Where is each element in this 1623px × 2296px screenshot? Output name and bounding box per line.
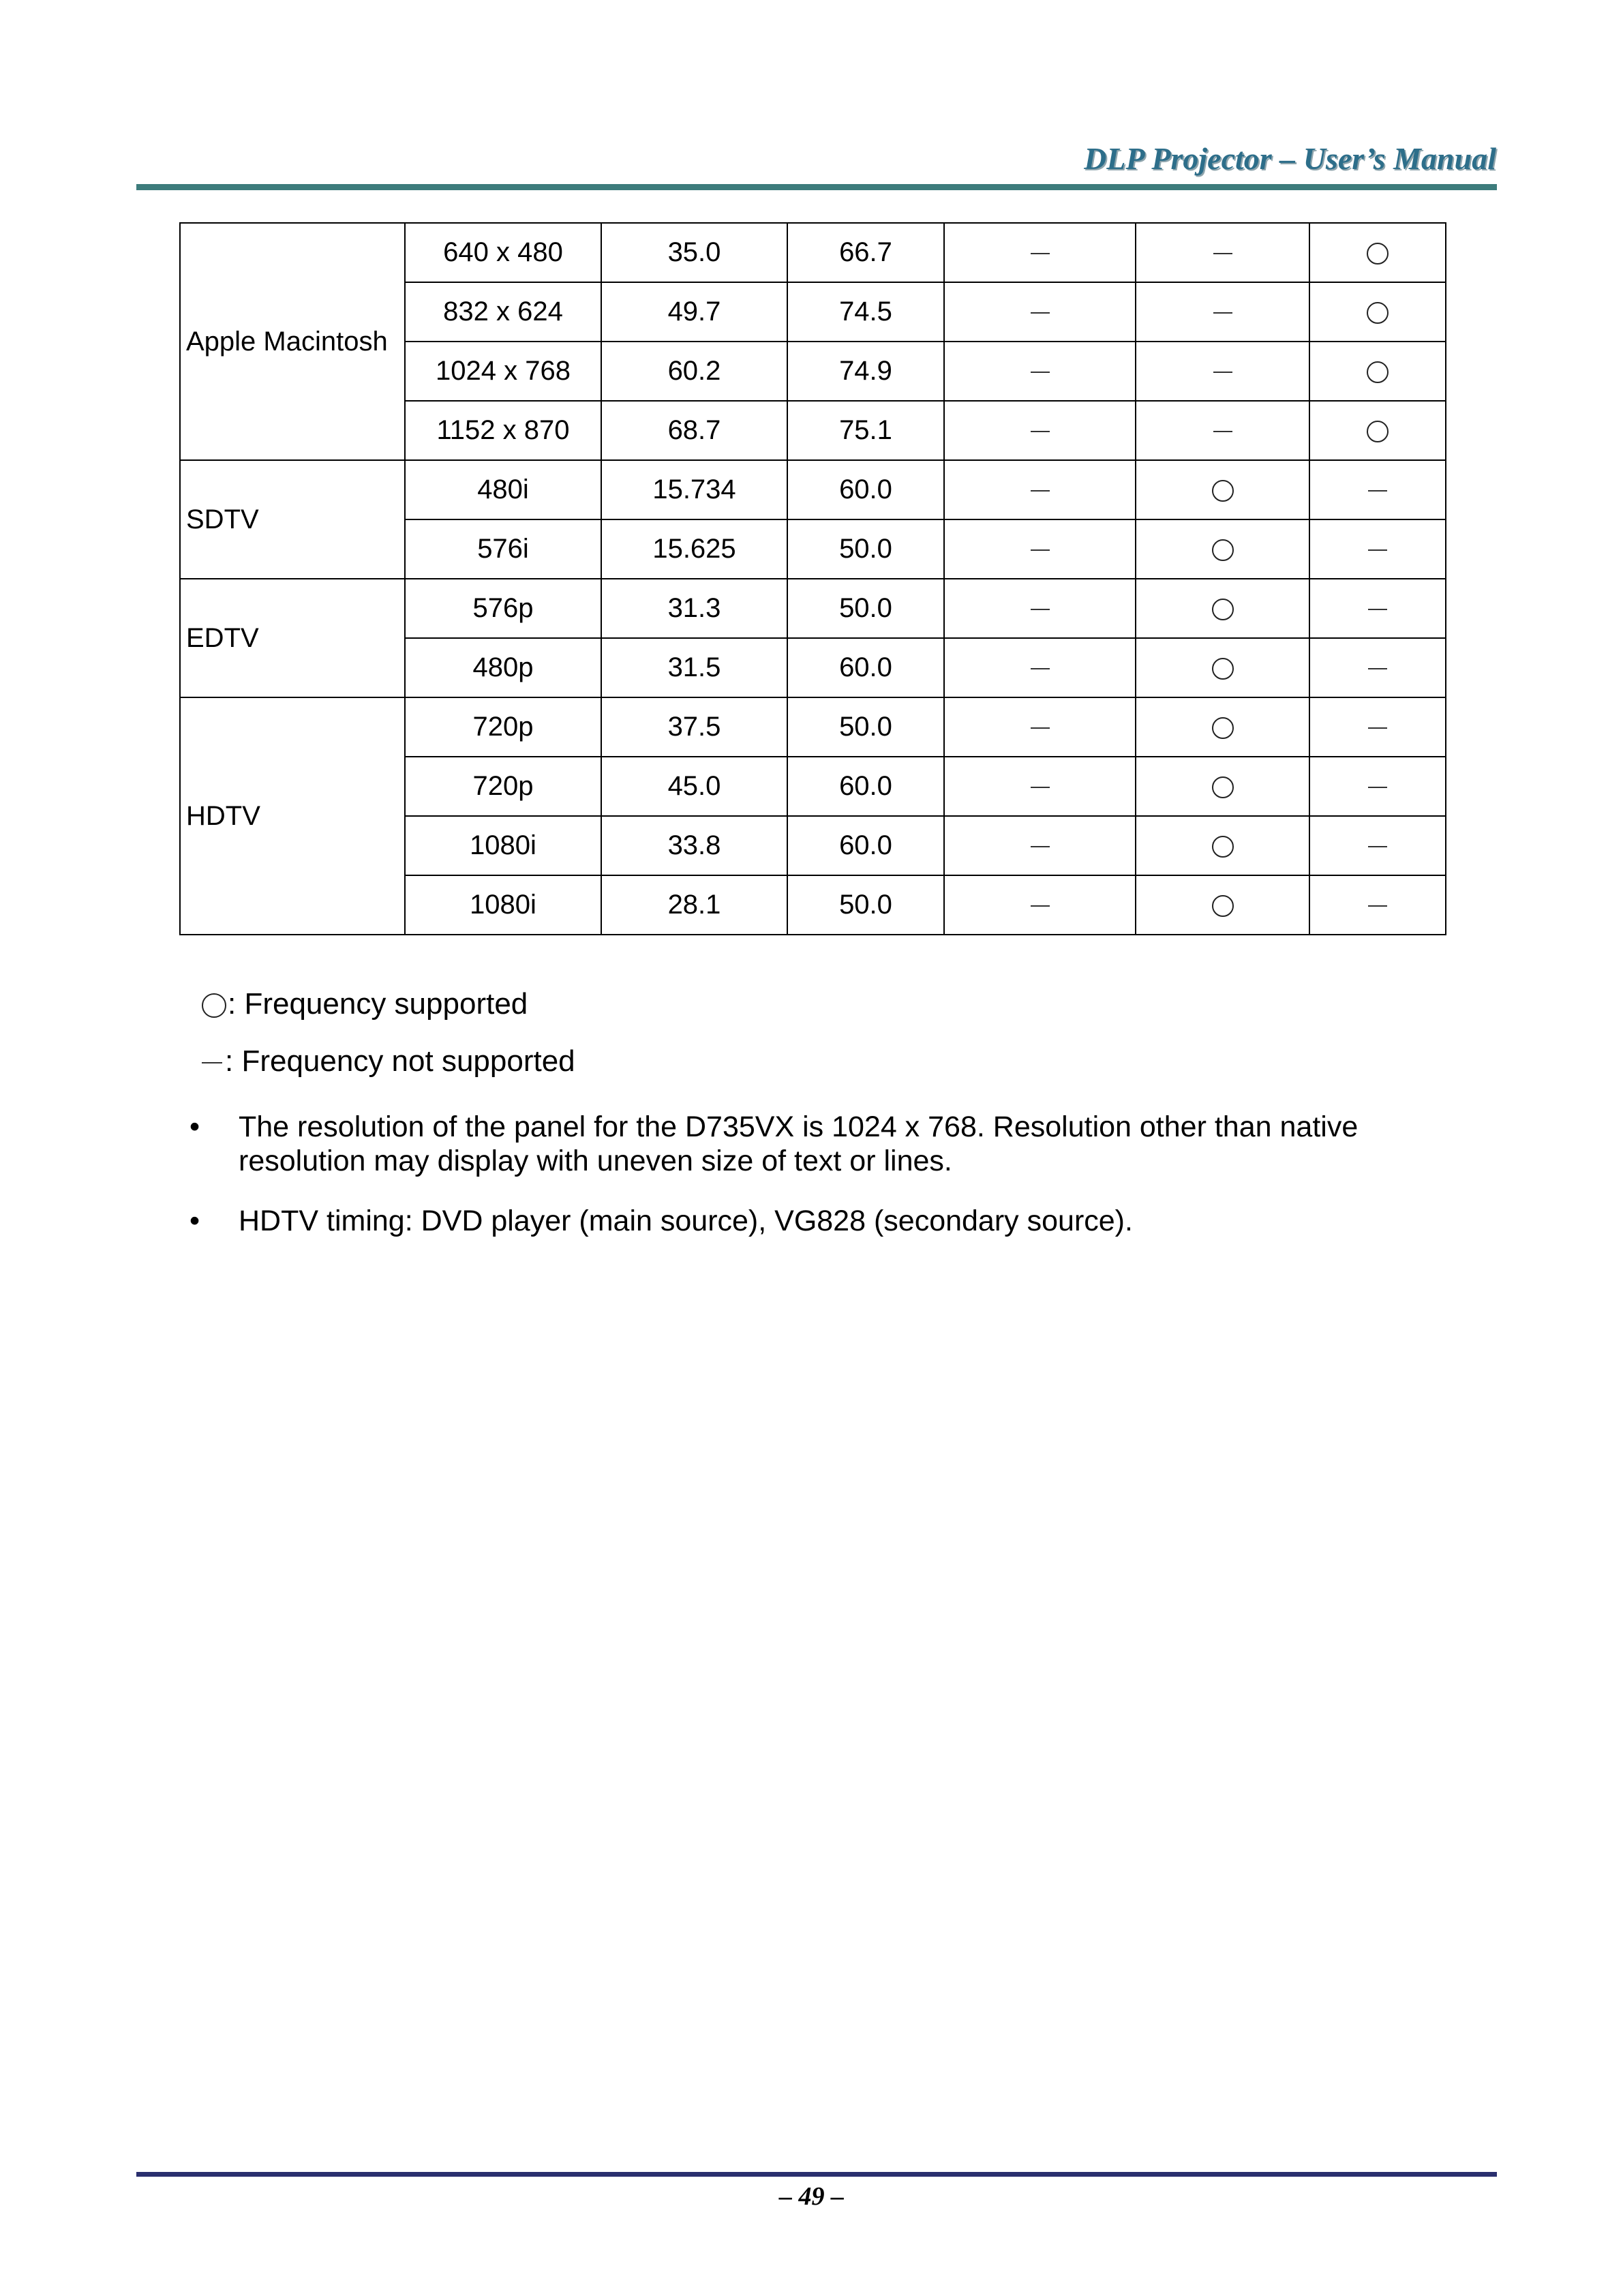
- h-freq-cell: 15.625: [601, 519, 787, 579]
- h-freq-cell: 35.0: [601, 223, 787, 282]
- group-name-cell: SDTV: [180, 460, 405, 579]
- h-freq-cell: 31.3: [601, 579, 787, 638]
- support-cell: [1136, 460, 1309, 519]
- bullet-icon: •: [189, 1111, 200, 1143]
- circle-icon: [1367, 421, 1389, 442]
- v-freq-cell: 60.0: [787, 460, 944, 519]
- h-freq-cell: 15.734: [601, 460, 787, 519]
- dash-icon: [1031, 668, 1050, 669]
- dash-icon: [1368, 549, 1387, 551]
- support-cell: [1136, 579, 1309, 638]
- support-cell: [944, 401, 1136, 460]
- circle-icon: [1367, 361, 1389, 383]
- v-freq-cell: 74.5: [787, 282, 944, 342]
- note-item: [184, 1110, 1479, 1178]
- legend-not-supported-text: : Frequency not supported: [225, 1044, 575, 1078]
- dash-icon: [1031, 846, 1050, 847]
- support-cell: [1309, 282, 1446, 342]
- circle-icon: [1212, 599, 1234, 620]
- dash-icon: [1368, 727, 1387, 729]
- dash-icon: [1031, 609, 1050, 610]
- dash-icon: [1368, 905, 1387, 907]
- dash-icon: [1031, 787, 1050, 788]
- page-number: – 49 –: [779, 2182, 844, 2211]
- support-cell: [1309, 638, 1446, 697]
- v-freq-cell: 50.0: [787, 519, 944, 579]
- v-freq-cell: 60.0: [787, 816, 944, 875]
- table-row: [180, 697, 1446, 757]
- v-freq-cell: 74.9: [787, 342, 944, 401]
- circle-icon: [1212, 895, 1234, 917]
- circle-icon: [1212, 480, 1234, 502]
- support-cell: [944, 223, 1136, 282]
- support-cell: [1309, 342, 1446, 401]
- support-cell: [944, 697, 1136, 757]
- support-cell: [1136, 816, 1309, 875]
- support-cell: [1136, 875, 1309, 935]
- v-freq-cell: 66.7: [787, 223, 944, 282]
- circle-icon: [1212, 776, 1234, 798]
- legend-not-supported: [202, 1044, 575, 1078]
- legend-supported: [202, 987, 528, 1021]
- circle-icon: [1212, 539, 1234, 561]
- support-cell: [944, 460, 1136, 519]
- support-cell: [944, 757, 1136, 816]
- dash-icon: [1368, 490, 1387, 492]
- notes-list: [184, 1110, 1479, 1264]
- support-cell: [944, 519, 1136, 579]
- h-freq-cell: 33.8: [601, 816, 787, 875]
- v-freq-cell: 60.0: [787, 757, 944, 816]
- resolution-cell: 480i: [405, 460, 601, 519]
- dash-icon: [1031, 431, 1050, 432]
- dash-icon: [1031, 905, 1050, 907]
- resolution-cell: 576p: [405, 579, 601, 638]
- support-cell: [944, 342, 1136, 401]
- dash-icon: [1213, 312, 1232, 314]
- v-freq-cell: 50.0: [787, 875, 944, 935]
- resolution-cell: 1024 x 768: [405, 342, 601, 401]
- h-freq-cell: 37.5: [601, 697, 787, 757]
- support-cell: [1309, 816, 1446, 875]
- h-freq-cell: 60.2: [601, 342, 787, 401]
- dash-icon: [1368, 668, 1387, 669]
- dash-icon: [1031, 549, 1050, 551]
- circle-icon: [1212, 658, 1234, 680]
- support-cell: [1309, 757, 1446, 816]
- timing-table: [179, 222, 1446, 935]
- h-freq-cell: 28.1: [601, 875, 787, 935]
- dash-icon: [1031, 253, 1050, 254]
- dash-icon: [1368, 609, 1387, 610]
- dash-icon: [1368, 846, 1387, 847]
- h-freq-cell: 49.7: [601, 282, 787, 342]
- support-cell: [1309, 401, 1446, 460]
- support-cell: [1309, 579, 1446, 638]
- group-name-cell: HDTV: [180, 697, 405, 935]
- note-text: The resolution of the panel for the D735VX is 1024 x 768. Resolution other than native resolution may display with uneven size of text or lines.: [239, 1111, 1359, 1177]
- resolution-cell: 640 x 480: [405, 223, 601, 282]
- support-cell: [1136, 342, 1309, 401]
- resolution-cell: 480p: [405, 638, 601, 697]
- group-name-cell: Apple Macintosh: [180, 223, 405, 460]
- support-cell: [1136, 697, 1309, 757]
- support-cell: [1136, 223, 1309, 282]
- timing-table-body: [180, 223, 1446, 935]
- h-freq-cell: 31.5: [601, 638, 787, 697]
- v-freq-cell: 50.0: [787, 579, 944, 638]
- table-row: [180, 579, 1446, 638]
- note-item: [184, 1204, 1479, 1238]
- resolution-cell: 720p: [405, 757, 601, 816]
- circle-icon: [1367, 302, 1389, 324]
- table-row: [180, 460, 1446, 519]
- legend-supported-text: : Frequency supported: [228, 987, 528, 1021]
- table-row: [180, 223, 1446, 282]
- resolution-cell: 832 x 624: [405, 282, 601, 342]
- support-cell: [1136, 519, 1309, 579]
- resolution-cell: 576i: [405, 519, 601, 579]
- dash-icon: [202, 1062, 222, 1063]
- support-cell: [1136, 282, 1309, 342]
- support-cell: [1136, 638, 1309, 697]
- support-cell: [944, 282, 1136, 342]
- support-cell: [1309, 519, 1446, 579]
- dash-icon: [1213, 431, 1232, 432]
- header-title: DLP Projector – User’s Manual: [1084, 141, 1496, 176]
- support-cell: [944, 638, 1136, 697]
- circle-icon: [1212, 836, 1234, 858]
- support-cell: [1309, 875, 1446, 935]
- dash-icon: [1031, 490, 1050, 492]
- support-cell: [1136, 401, 1309, 460]
- dash-icon: [1213, 253, 1232, 254]
- support-cell: [1309, 223, 1446, 282]
- dash-icon: [1368, 787, 1387, 788]
- v-freq-cell: 50.0: [787, 697, 944, 757]
- circle-icon: [1367, 243, 1389, 265]
- note-text: HDTV timing: DVD player (main source), VG828 (secondary source).: [239, 1205, 1133, 1237]
- dash-icon: [1031, 312, 1050, 314]
- footer-rule: [136, 2172, 1497, 2177]
- circle-icon: [202, 993, 226, 1018]
- support-cell: [944, 816, 1136, 875]
- v-freq-cell: 60.0: [787, 638, 944, 697]
- header-rule: [136, 184, 1497, 190]
- h-freq-cell: 45.0: [601, 757, 787, 816]
- dash-icon: [1031, 372, 1050, 373]
- support-cell: [1309, 697, 1446, 757]
- support-cell: [944, 875, 1136, 935]
- h-freq-cell: 68.7: [601, 401, 787, 460]
- dash-icon: [1031, 727, 1050, 729]
- v-freq-cell: 75.1: [787, 401, 944, 460]
- resolution-cell: 1080i: [405, 875, 601, 935]
- circle-icon: [1212, 717, 1234, 739]
- support-cell: [944, 579, 1136, 638]
- resolution-cell: 1080i: [405, 816, 601, 875]
- resolution-cell: 1152 x 870: [405, 401, 601, 460]
- dash-icon: [1213, 372, 1232, 373]
- support-cell: [1136, 757, 1309, 816]
- resolution-cell: 720p: [405, 697, 601, 757]
- bullet-icon: •: [189, 1205, 200, 1237]
- group-name-cell: EDTV: [180, 579, 405, 697]
- support-cell: [1309, 460, 1446, 519]
